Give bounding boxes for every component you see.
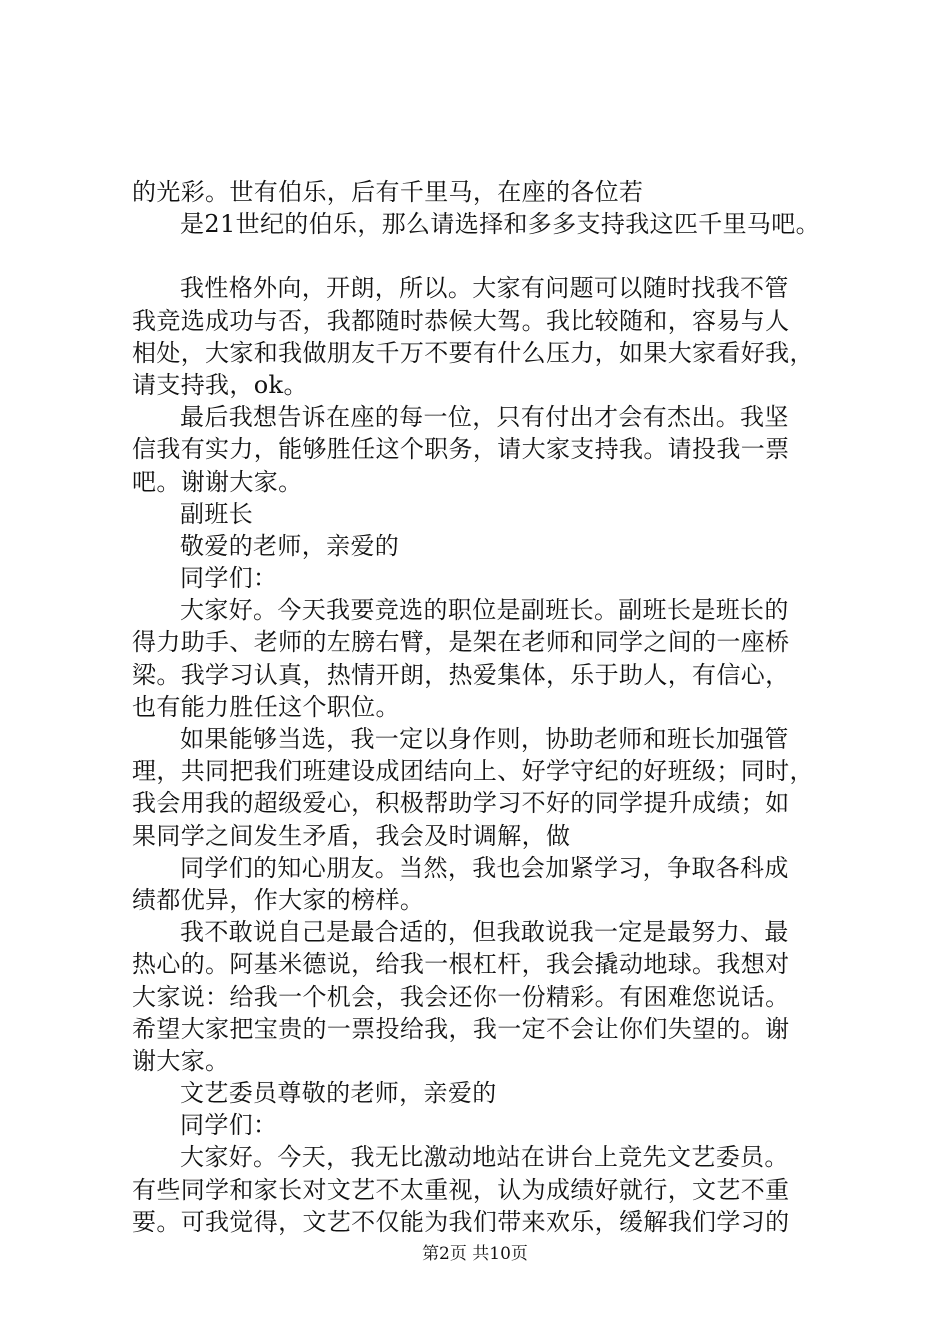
text-line: 是21世纪的伯乐，那么请选择和多多支持我这匹千里马吧。 (180, 210, 820, 239)
text-line: 要。可我觉得，文艺不仅能为我们带来欢乐，缓解我们学习的 (132, 1207, 790, 1236)
text-line: 理，共同把我们班建设成团结向上、好学守纪的好班级；同时， (132, 757, 814, 786)
text-line: 我竞选成功与否，我都随时恭候大驾。我比较随和，容易与人 (132, 306, 790, 335)
text-line: 同学们： (180, 564, 278, 593)
text-line: 敬爱的老师，亲爱的 (180, 531, 400, 560)
text-line: 同学们的知心朋友。当然，我也会加紧学习，争取各科成 (180, 853, 789, 882)
text-line: 我会用我的超级爱心，积极帮助学习不好的同学提升成绩；如 (132, 789, 790, 818)
text-line: 请支持我，ok。 (132, 370, 308, 399)
text-line: 得力助手、老师的左膀右臂，是架在老师和同学之间的一座桥 (132, 628, 790, 657)
text-line: 我不敢说自己是最合适的，但我敢说我一定是最努力、最 (180, 918, 789, 947)
document-body (132, 176, 852, 1238)
text-line: 果同学之间发生矛盾，我会及时调解，做 (132, 821, 571, 850)
text-line: 吧。谢谢大家。 (132, 467, 303, 496)
text-line: 我性格外向，开朗，所以。大家有问题可以随时找我不管 (180, 274, 789, 303)
section-heading: 副班长 (180, 499, 254, 528)
text-line: 谢大家。 (132, 1046, 230, 1075)
text-line: 大家说：给我一个机会，我会还你一份精彩。有困难您说话。 (132, 982, 790, 1011)
section-heading: 文艺委员尊敬的老师，亲爱的 (180, 1079, 497, 1108)
text-line: 最后我想告诉在座的每一位，只有付出才会有杰出。我坚 (180, 403, 789, 432)
text-line: 如果能够当选，我一定以身作则，协助老师和班长加强管 (180, 725, 789, 753)
text-line: 热心的。阿基米德说，给我一根杠杆，我会撬动地球。我想对 (132, 950, 790, 979)
text-line: 希望大家把宝贵的一票投给我，我一定不会让你们失望的。谢 (132, 1014, 790, 1043)
text-line: 也有能力胜任这个职位。 (132, 692, 400, 721)
text-line: 同学们： (180, 1111, 278, 1140)
text-line: 梁。我学习认真，热情开朗，热爱集体，乐于助人，有信心， (132, 660, 790, 689)
text-line: 相处，大家和我做朋友千万不要有什么压力，如果大家看好我， (132, 338, 814, 367)
text-line: 有些同学和家长对文艺不太重视，认为成绩好就行，文艺不重 (132, 1175, 790, 1204)
text-line: 信我有实力，能够胜任这个职务，请大家支持我。请投我一票 (132, 435, 790, 464)
page-number-footer: 第2页 共10页 (422, 1244, 528, 1264)
blank-line (132, 240, 852, 272)
text-line: 大家好。今天，我无比激动地站在讲台上竞先文艺委员。 (180, 1143, 789, 1172)
text-line: 绩都优异，作大家的榜样。 (132, 885, 425, 914)
text-line: 的光彩。世有伯乐，后有千里马，在座的各位若 (132, 178, 644, 206)
text-line: 大家好。今天我要竞选的职位是副班长。副班长是班长的 (180, 596, 789, 625)
